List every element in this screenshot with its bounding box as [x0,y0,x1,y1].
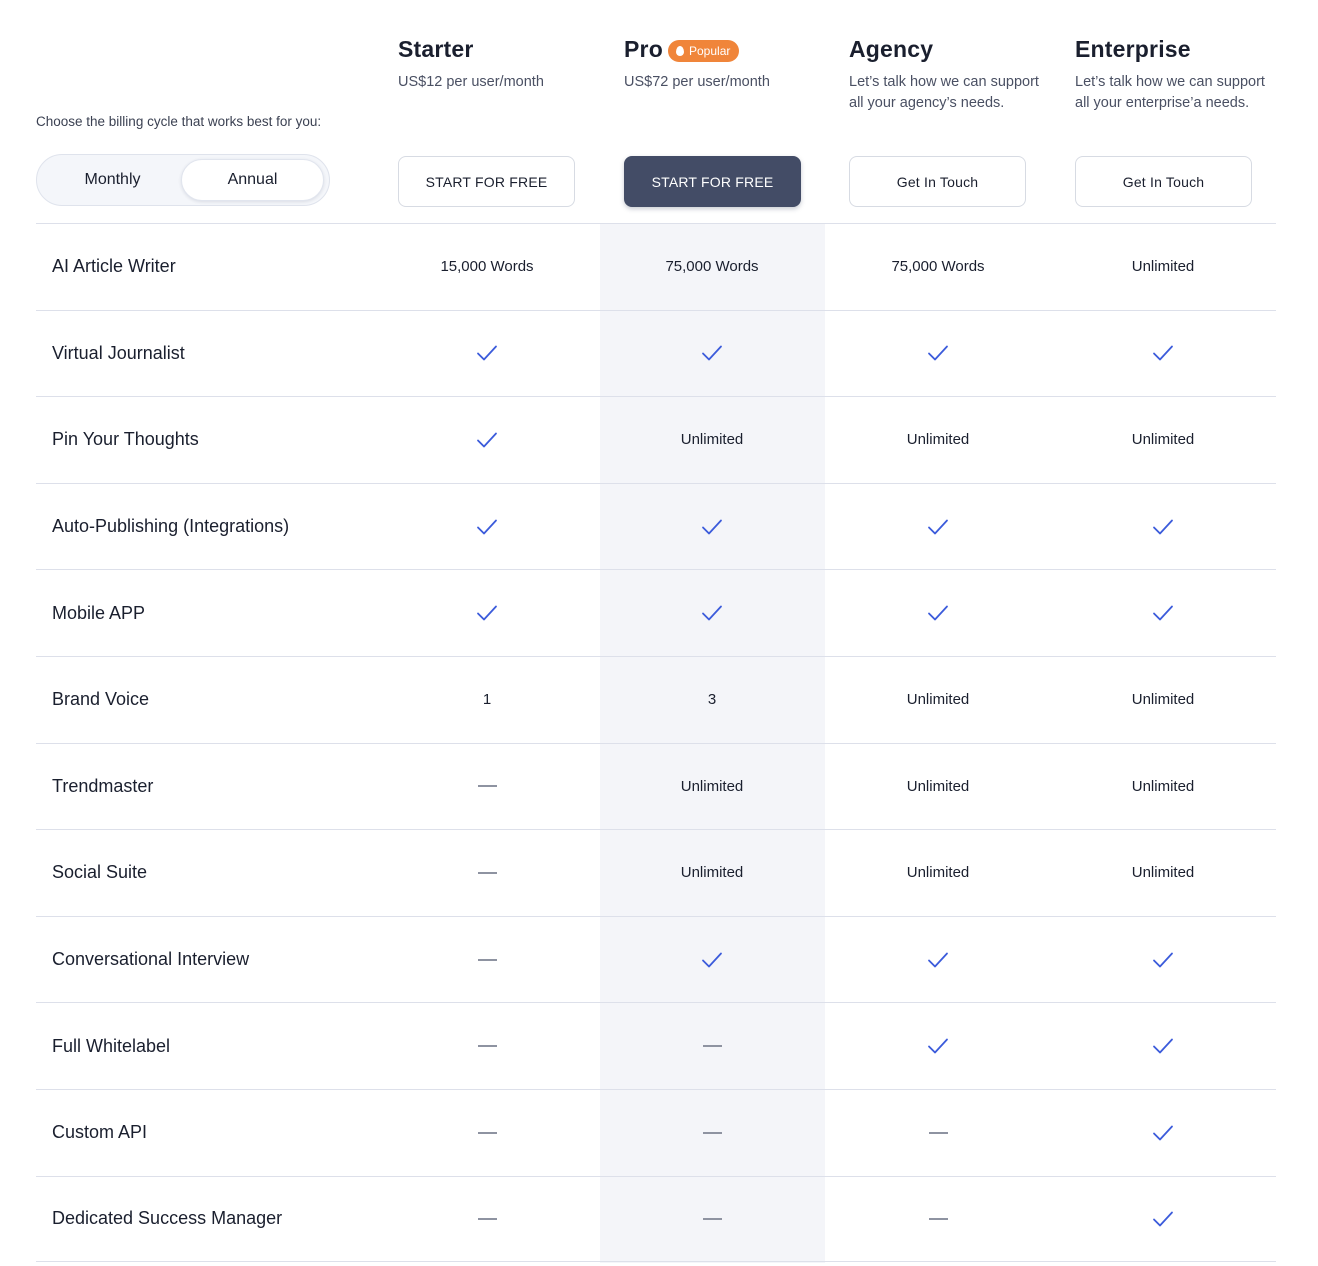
check-icon [399,311,575,397]
check-icon [624,484,800,570]
check-icon [624,917,800,1003]
dash-icon [703,1132,722,1134]
dash-icon [399,830,575,916]
dash-icon [478,1045,497,1047]
feature-value: Unlimited [680,864,744,882]
dash-icon [850,1090,1026,1176]
popular-badge [668,40,739,62]
feature-value: Unlimited [1131,864,1195,882]
plan-name: Agency [849,36,934,62]
table-row [36,569,1276,656]
feature-value: Unlimited [906,431,970,449]
dash-icon [478,1218,497,1220]
plan-description: Let’s talk how we can support all your enterprise’a needs. [1075,74,1265,111]
plan-name: Enterprise [1075,36,1191,62]
dash-icon [624,1177,800,1262]
feature-name: Pin Your Thoughts [52,429,199,450]
feature-name: Trendmaster [52,775,154,796]
dash-icon [703,1045,722,1047]
feature-value: 15,000 Words [440,258,534,276]
check-icon [850,1003,1026,1089]
feature-name: Virtual Journalist [52,342,185,363]
feature-name: Social Suite [52,862,148,883]
dash-icon [399,744,575,830]
billing-cycle-label: Choose the billing cycle that works best for you: [36,114,322,129]
plan-description: Let’s talk how we can support all your agency’s needs. [849,74,1039,111]
plan-name: Starter [398,36,474,62]
start-for-free-button[interactable]: START FOR FREE [624,156,801,207]
check-icon [850,484,1026,570]
check-icon [850,917,1026,1003]
feature-name: Conversational Interview [52,949,250,970]
check-icon [399,570,575,656]
dash-icon [399,1090,575,1176]
billing-option-monthly[interactable]: Monthly [84,171,141,188]
dash-icon [929,1132,948,1134]
table-row [36,223,1276,310]
dash-icon [478,1132,497,1134]
dash-icon [399,1177,575,1262]
check-icon [850,311,1026,397]
check-icon [399,397,575,483]
dash-icon [478,959,497,961]
feature-value: Unlimited [680,777,744,795]
billing-option-annual[interactable]: Annual [181,159,324,201]
popular-badge-label: Popular [689,44,731,58]
start-for-free-button[interactable]: START FOR FREE [398,156,575,207]
feature-comparison-table [36,223,1276,1262]
flame-icon [676,46,684,56]
dash-icon [624,1003,800,1089]
plan-price: US$72 per user/month [624,74,770,90]
feature-name: Dedicated Success Manager [52,1208,283,1229]
feature-value: Unlimited [906,864,970,882]
table-row [36,483,1276,570]
check-icon [399,484,575,570]
table-row [36,1002,1276,1089]
table-row [36,916,1276,1003]
feature-value: Unlimited [1131,431,1195,449]
feature-value: 75,000 Words [891,258,985,276]
feature-value: 75,000 Words [665,258,759,276]
plan-name: Pro [624,36,663,62]
dash-icon [399,1003,575,1089]
feature-value: Unlimited [680,431,744,449]
table-row [36,656,1276,743]
feature-value: Unlimited [1131,258,1195,276]
check-icon [1075,1177,1251,1262]
plan-price: US$12 per user/month [398,74,544,90]
feature-value: 3 [707,691,717,709]
check-icon [1075,311,1251,397]
get-in-touch-button[interactable]: Get In Touch [849,156,1026,207]
check-icon [1075,484,1251,570]
table-row [36,1089,1276,1176]
table-row [36,310,1276,397]
check-icon [1075,1090,1251,1176]
table-row [36,396,1276,483]
feature-name: Auto-Publishing (Integrations) [52,516,290,537]
check-icon [624,311,800,397]
dash-icon [703,1218,722,1220]
check-icon [1075,1003,1251,1089]
billing-cycle-toggle[interactable] [36,154,330,206]
pricing-header [0,0,1318,224]
feature-name: Full Whitelabel [52,1035,171,1056]
dash-icon [624,1090,800,1176]
get-in-touch-button[interactable]: Get In Touch [1075,156,1252,207]
check-icon [850,570,1026,656]
check-icon [1075,570,1251,656]
feature-name: Custom API [52,1122,148,1143]
feature-value: Unlimited [1131,777,1195,795]
feature-value: 1 [482,691,492,709]
dash-icon [399,917,575,1003]
table-row [36,1176,1276,1263]
table-row [36,829,1276,916]
dash-icon [478,872,497,874]
dash-icon [929,1218,948,1220]
dash-icon [478,785,497,787]
check-icon [1075,917,1251,1003]
dash-icon [850,1177,1026,1262]
feature-value: Unlimited [906,777,970,795]
check-icon [624,570,800,656]
feature-value: Unlimited [906,691,970,709]
table-row [36,743,1276,830]
feature-name: Brand Voice [52,689,150,710]
feature-value: Unlimited [1131,691,1195,709]
feature-name: Mobile APP [52,602,146,623]
feature-name: AI Article Writer [52,256,176,277]
